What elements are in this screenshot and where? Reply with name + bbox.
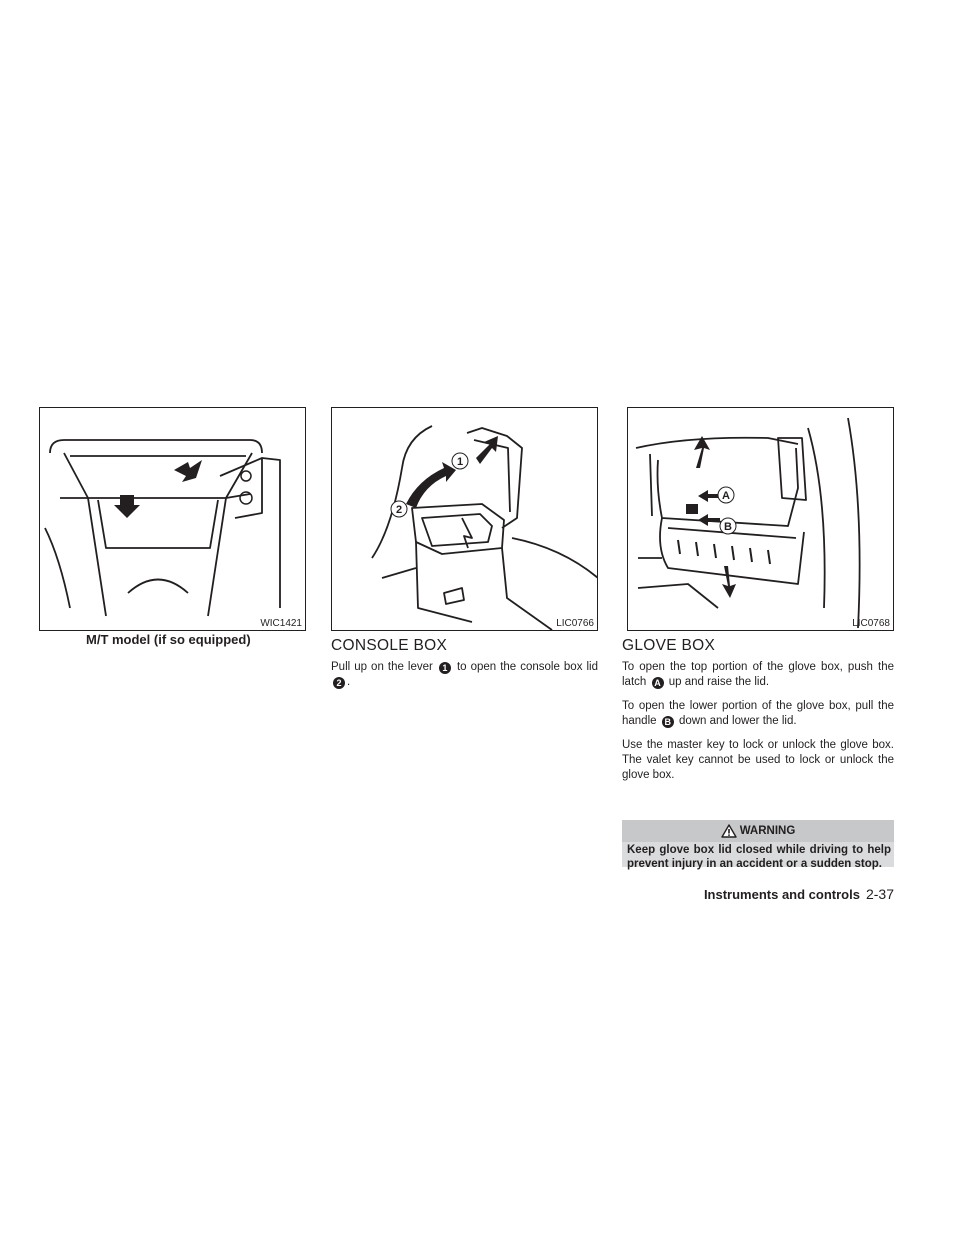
glove-box-paragraph-2: [622, 699, 894, 729]
illustration-mt-console: [40, 408, 306, 631]
glove-p2-after: down and lower the lid.: [678, 715, 797, 727]
arrow-up-icon: [694, 436, 710, 468]
glove-p2-before: To open the lower portion of the glove box, pull the handle: [622, 700, 894, 727]
callout-a-badge: A: [652, 677, 664, 689]
callout-1-label: 1: [456, 456, 464, 468]
console-box-heading: CONSOLE BOX: [331, 637, 448, 654]
glove-box-paragraph-3: Use the master key to lock or unlock the glove box. The valet key cannot be used to lock or unlock the glove box.: [622, 739, 894, 781]
figure-caption: M/T model (if so equipped): [86, 632, 251, 647]
glove-box-paragraph-1: [622, 660, 894, 690]
section-title: Instruments and controls: [703, 887, 860, 902]
latch-icon: [686, 504, 698, 514]
illustration-glove-box: [628, 408, 894, 631]
callout-2-badge: 2: [333, 677, 345, 689]
callout-1-badge: 1: [439, 662, 451, 674]
arrow-up-icon: [476, 436, 498, 464]
console-text-middle: to open the console box lid: [456, 661, 598, 673]
illustration-console-box: [332, 408, 598, 631]
callout-b-badge: B: [662, 716, 674, 728]
figure-code: LIC0768: [852, 618, 890, 629]
arrow-left-icon: [698, 490, 720, 502]
page-footer: [704, 886, 894, 902]
figure-glove-box: [627, 407, 894, 631]
warning-title: WARNING: [739, 825, 796, 837]
warning-text: Keep glove box lid closed while driving to help prevent injury in an accident or a sudden stop.: [627, 844, 891, 870]
console-text-before: Pull up on the lever: [331, 661, 433, 673]
figure-console-box: [331, 407, 598, 631]
callout-2-label: 2: [395, 504, 403, 516]
arrow-up-icon: [174, 460, 202, 482]
callout-a-label: A: [722, 490, 730, 502]
figure-code: WIC1421: [260, 618, 302, 629]
glove-box-ribs: [678, 540, 770, 564]
arrow-curved-icon: [406, 462, 456, 508]
glove-box-heading: GLOVE BOX: [622, 637, 716, 654]
warning-header: [622, 820, 894, 842]
arrow-down-icon: [722, 566, 736, 598]
figure-mt-console: [39, 407, 306, 631]
figure-code: LIC0766: [556, 618, 594, 629]
callout-b-label: B: [724, 521, 732, 533]
page-number: 2-37: [865, 886, 894, 902]
glove-p1-after: up and raise the lid.: [668, 676, 770, 688]
warning-triangle-icon: [721, 824, 737, 838]
arrow-left-icon: [698, 514, 720, 526]
console-box-paragraph: [331, 660, 598, 690]
glove-p1-before: To open the top portion of the glove box, push the latch: [622, 661, 894, 688]
socket-icon: [241, 471, 251, 481]
console-text-after: .: [347, 676, 351, 688]
